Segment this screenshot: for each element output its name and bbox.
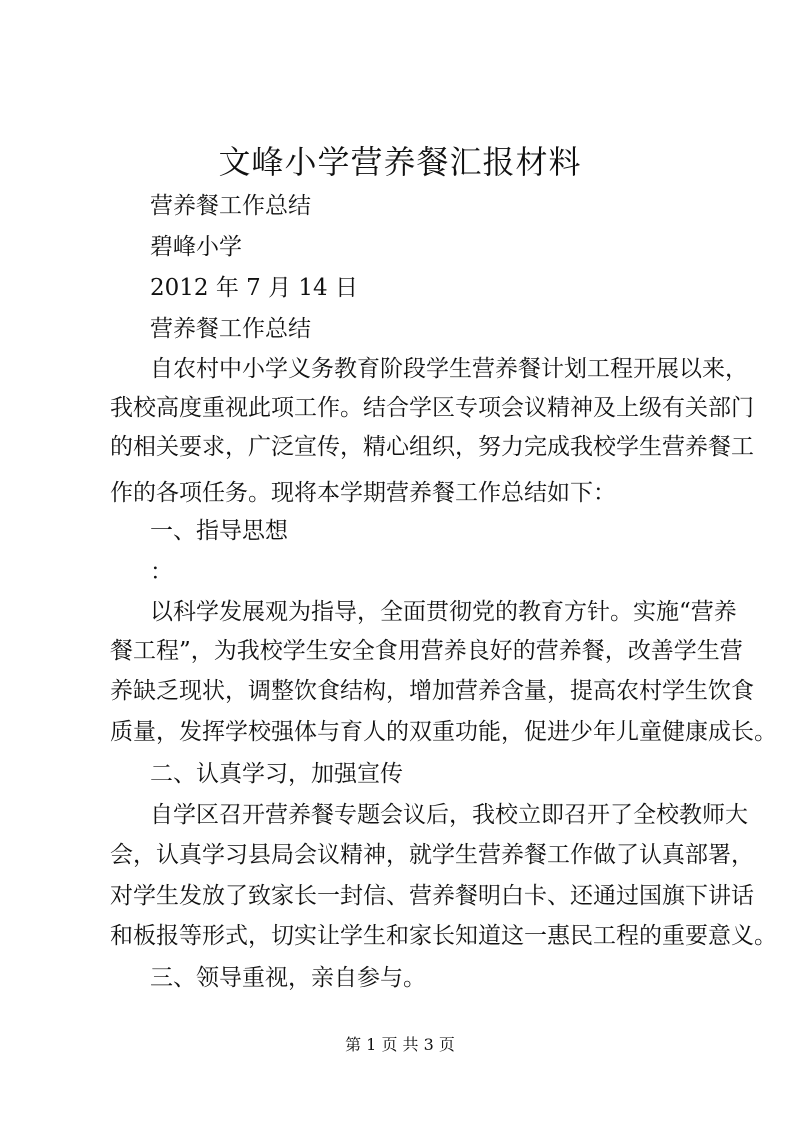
paragraph-line: 我校高度重视此项工作。结合学区专项会议精神及上级有关部门 (110, 395, 754, 421)
text-line: 2012 年 7 月 14 日 (150, 275, 358, 301)
paragraph-line: 以科学发展观为指导，全面贯彻党的教育方针。实施“营养 (150, 599, 737, 625)
paragraph-line: 会，认真学习县局会议精神，就学生营养餐工作做了认真部署， (110, 842, 754, 868)
section-heading: 三、领导重视，亲自参与。 (150, 965, 426, 991)
paragraph-line: 质量，发挥学校强体与育人的双重功能，促进少年儿童健康成长。 (110, 719, 777, 745)
paragraph-line: 对学生发放了致家长一封信、营养餐明白卡、还通过国旗下讲话 (110, 883, 754, 909)
page-footer: 第 1 页 共 3 页 (345, 1035, 455, 1054)
section-heading: 一、指导思想 (150, 518, 288, 544)
text-line: 营养餐工作总结 (150, 316, 311, 342)
paragraph-line: 养缺乏现状，调整饮食结构，增加营养含量，提高农村学生饮食 (110, 678, 754, 704)
paragraph-line: 自农村中小学义务教育阶段学生营养餐计划工程开展以来， (150, 356, 748, 382)
text-line: 碧峰小学 (150, 234, 242, 260)
paragraph-line: 作的各项任务。现将本学期营养餐工作总结如下： (110, 480, 616, 506)
paragraph-line: 和板报等形式，切实让学生和家长知道这一惠民工程的重要意义。 (110, 923, 777, 949)
text-line: ： (150, 559, 173, 585)
document-title: 文峰小学营养餐汇报材料 (218, 143, 582, 181)
section-heading: 二、认真学习，加强宣传 (150, 761, 403, 787)
paragraph-line: 的相关要求，广泛宣传，精心组织，努力完成我校学生营养餐工 (110, 434, 754, 460)
text-line: 营养餐工作总结 (150, 193, 311, 219)
paragraph-line: 餐工程”，为我校学生安全食用营养良好的营养餐，改善学生营 (110, 638, 743, 664)
paragraph-line: 自学区召开营养餐专题会议后，我校立即召开了全校教师大 (150, 802, 748, 828)
